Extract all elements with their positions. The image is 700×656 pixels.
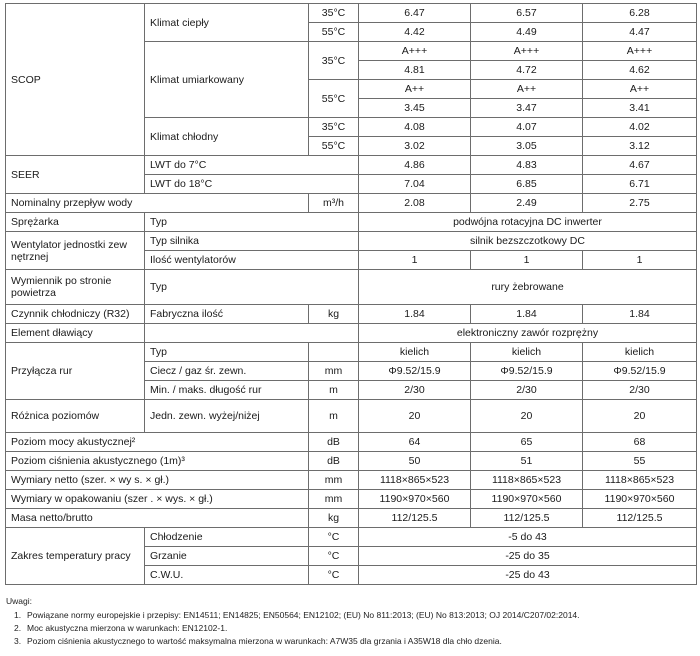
table-cell: 20 (583, 400, 697, 433)
table-cell: Wentylator jednostki zew nętrznej (6, 232, 145, 270)
table-cell: SCOP (6, 4, 145, 156)
note-number: 1. (14, 610, 22, 620)
table-cell: 64 (359, 433, 471, 452)
note-item (6, 635, 580, 648)
table-cell: 6.85 (471, 175, 583, 194)
table-row (6, 4, 697, 23)
table-cell: kg (309, 305, 359, 324)
table-cell: 50 (359, 452, 471, 471)
table-cell: Element dławiący (6, 324, 145, 343)
table-cell: C.W.U. (145, 566, 309, 585)
table-row (6, 232, 697, 251)
table-cell: 35°C (309, 42, 359, 80)
table-cell: 55 (583, 452, 697, 471)
table-cell: 1118×865×523 (471, 471, 583, 490)
table-cell: A+++ (359, 42, 471, 61)
table-cell: m (309, 400, 359, 433)
table-cell: Φ9.52/15.9 (583, 362, 697, 381)
table-cell: elektroniczny zawór rozprężny (359, 324, 697, 343)
table-cell: 6.57 (471, 4, 583, 23)
table-cell: 112/125.5 (471, 509, 583, 528)
table-row (6, 156, 697, 175)
table-cell: 4.49 (471, 23, 583, 42)
table-cell: 35°C (309, 4, 359, 23)
table-cell: Sprężarka (6, 213, 145, 232)
note-number: 2. (14, 623, 22, 633)
table-row (6, 433, 697, 452)
table-cell: Typ (145, 213, 359, 232)
table-cell: LWT do 7°C (145, 156, 359, 175)
table-cell: 4.47 (583, 23, 697, 42)
table-cell: kielich (359, 343, 471, 362)
table-cell: Klimat chłodny (145, 118, 309, 156)
table-cell: mm (309, 471, 359, 490)
table-cell: 6.47 (359, 4, 471, 23)
table-cell: 65 (471, 433, 583, 452)
table-row (6, 194, 697, 213)
table-cell: Klimat ciepły (145, 4, 309, 42)
table-cell: 1.84 (359, 305, 471, 324)
table-cell: m³/h (309, 194, 359, 213)
table-cell: 2.49 (471, 194, 583, 213)
table-cell: Ciecz / gaz śr. zewn. (145, 362, 309, 381)
table-cell: 6.71 (583, 175, 697, 194)
table-cell: Wymiary netto (szer. × wy s. × gł.) (6, 471, 309, 490)
table-cell: Różnica poziomów (6, 400, 145, 433)
table-cell: Min. / maks. długość rur (145, 381, 309, 400)
table-cell: 4.83 (471, 156, 583, 175)
table-cell: 1.84 (583, 305, 697, 324)
table-cell: Przyłącza rur (6, 343, 145, 400)
table-cell: dB (309, 452, 359, 471)
table-cell: 55°C (309, 80, 359, 118)
table-cell: 2.75 (583, 194, 697, 213)
table-cell: 7.04 (359, 175, 471, 194)
note-item (6, 622, 580, 635)
table-cell: 1.84 (471, 305, 583, 324)
table-cell: 4.67 (583, 156, 697, 175)
table-cell: 4.62 (583, 61, 697, 80)
table-row (6, 471, 697, 490)
note-text: Powiązane normy europejskie i przepisy: EN14511; EN14825; EN50564; EN12102; (EU) No 811:2013; (EU) No 813:2013; OJ 2014/C207/02:2014. (27, 610, 580, 620)
table-cell: 3.45 (359, 99, 471, 118)
table-cell: silnik bezszczotkowy DC (359, 232, 697, 251)
table-cell: Grzanie (145, 547, 309, 566)
note-text: Moc akustyczna mierzona w warunkach: EN12102-1. (27, 623, 228, 633)
table-cell: A++ (359, 80, 471, 99)
table-cell: 2/30 (583, 381, 697, 400)
table-cell: Wymiary w opakowaniu (szer . × wys. × gł.) (6, 490, 309, 509)
table-row (6, 305, 697, 324)
table-cell: -25 do 35 (359, 547, 697, 566)
table-cell (145, 324, 359, 343)
table-cell: 2.08 (359, 194, 471, 213)
table-cell: 1190×970×560 (583, 490, 697, 509)
table-cell: 55°C (309, 23, 359, 42)
table-cell: dB (309, 433, 359, 452)
table-cell: Wymiennik po stronie powietrza (6, 270, 145, 305)
table-cell: mm (309, 362, 359, 381)
table-cell: 4.08 (359, 118, 471, 137)
note-item (6, 609, 580, 622)
table-row (6, 270, 697, 305)
table-cell: Typ (145, 343, 309, 362)
table-cell: A+++ (471, 42, 583, 61)
table-cell: A++ (583, 80, 697, 99)
table-cell: Typ silnika (145, 232, 359, 251)
table-cell: 4.07 (471, 118, 583, 137)
table-cell: 1 (471, 251, 583, 270)
table-cell: A+++ (583, 42, 697, 61)
table-row (6, 324, 697, 343)
table-cell: m (309, 381, 359, 400)
notes-section (6, 595, 580, 648)
spec-table-body (6, 4, 697, 585)
table-cell: 1 (359, 251, 471, 270)
table-cell: 20 (359, 400, 471, 433)
table-cell: 4.42 (359, 23, 471, 42)
table-cell: Fabryczna ilość (145, 305, 309, 324)
table-cell: 112/125.5 (583, 509, 697, 528)
table-cell: rury żebrowane (359, 270, 697, 305)
table-row (6, 343, 697, 362)
table-cell: °C (309, 528, 359, 547)
table-cell: LWT do 18°C (145, 175, 359, 194)
note-number: 3. (14, 636, 22, 646)
table-cell: kielich (583, 343, 697, 362)
table-cell: 3.41 (583, 99, 697, 118)
table-cell (309, 343, 359, 362)
table-cell: 3.12 (583, 137, 697, 156)
table-cell: 4.81 (359, 61, 471, 80)
table-cell: Masa netto/brutto (6, 509, 309, 528)
table-row (6, 490, 697, 509)
table-cell: mm (309, 490, 359, 509)
notes-title: Uwagi: (6, 596, 32, 606)
table-cell: kielich (471, 343, 583, 362)
table-cell: -5 do 43 (359, 528, 697, 547)
table-cell: Jedn. zewn. wyżej/niżej (145, 400, 309, 433)
table-cell: 3.02 (359, 137, 471, 156)
table-cell: 3.05 (471, 137, 583, 156)
table-cell: Poziom ciśnienia akustycznego (1m)³ (6, 452, 309, 471)
table-cell: 68 (583, 433, 697, 452)
table-cell: 1190×970×560 (359, 490, 471, 509)
table-cell: °C (309, 547, 359, 566)
table-cell: Klimat umiarkowany (145, 42, 309, 118)
table-cell: 2/30 (471, 381, 583, 400)
table-row (6, 452, 697, 471)
table-cell: Poziom mocy akustycznej² (6, 433, 309, 452)
table-row (6, 400, 697, 433)
table-cell: °C (309, 566, 359, 585)
table-cell: 3.47 (471, 99, 583, 118)
table-cell: 20 (471, 400, 583, 433)
table-cell: 6.28 (583, 4, 697, 23)
table-cell: 4.86 (359, 156, 471, 175)
table-cell: 1118×865×523 (583, 471, 697, 490)
table-cell: 2/30 (359, 381, 471, 400)
table-cell: SEER (6, 156, 145, 194)
table-cell: 1 (583, 251, 697, 270)
table-cell: Zakres temperatury pracy (6, 528, 145, 585)
table-cell: Czynnik chłodniczy (R32) (6, 305, 145, 324)
table-row (6, 528, 697, 547)
table-cell: 55°C (309, 137, 359, 156)
table-cell: Ilość wentylatorów (145, 251, 359, 270)
table-cell: -25 do 43 (359, 566, 697, 585)
note-text: Poziom ciśnienia akustycznego to wartość maksymalna mierzona w warunkach: A7W35 dla grzania i A35W18 dla chło dzenia. (27, 636, 502, 646)
table-cell: Φ9.52/15.9 (359, 362, 471, 381)
table-cell: 4.02 (583, 118, 697, 137)
table-row (6, 213, 697, 232)
table-cell: kg (309, 509, 359, 528)
spec-table (5, 3, 697, 585)
table-cell: A++ (471, 80, 583, 99)
table-cell: 112/125.5 (359, 509, 471, 528)
table-cell: Nominalny przepływ wody (6, 194, 309, 213)
table-cell: Chłodzenie (145, 528, 309, 547)
table-cell: 1190×970×560 (471, 490, 583, 509)
table-cell: 4.72 (471, 61, 583, 80)
table-cell: 35°C (309, 118, 359, 137)
table-cell: 51 (471, 452, 583, 471)
table-cell: podwójna rotacyjna DC inwerter (359, 213, 697, 232)
table-cell: Typ (145, 270, 359, 305)
table-cell: Φ9.52/15.9 (471, 362, 583, 381)
table-cell: 1118×865×523 (359, 471, 471, 490)
table-row (6, 509, 697, 528)
